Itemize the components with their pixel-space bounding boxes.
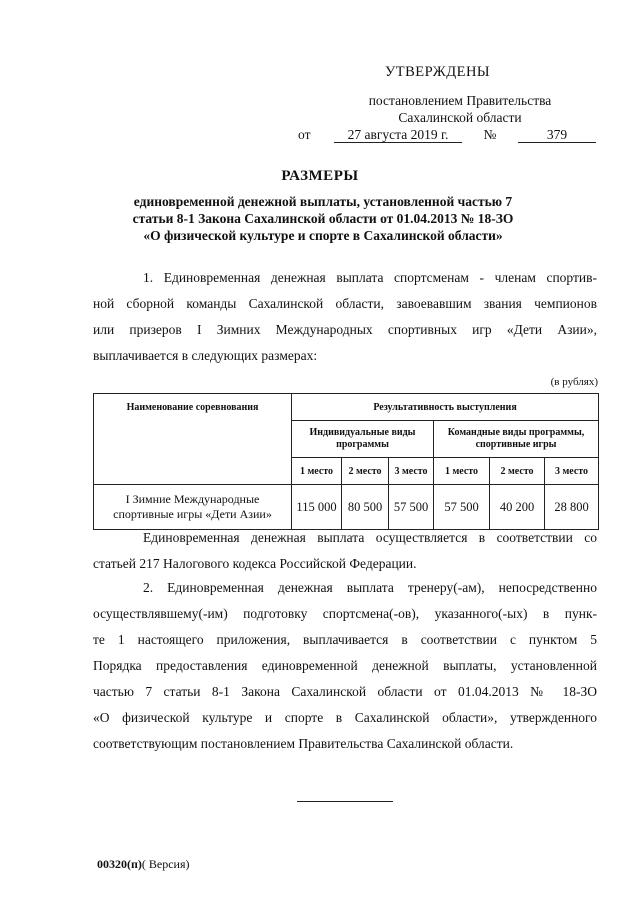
paragraph-line: Единовременная денежная выплата осуществляется в соответствии со bbox=[143, 530, 597, 545]
approved-by bbox=[330, 92, 590, 126]
document-version: ( Версия) bbox=[141, 857, 190, 871]
number-prefix: № bbox=[483, 127, 497, 142]
competition-name-cell: I Зимние Международные спортивные игры «Дети Азии» bbox=[94, 485, 292, 530]
document-title: РАЗМЕРЫ bbox=[281, 168, 359, 184]
table-unit-note: (в рублях) bbox=[550, 376, 598, 388]
paragraph-line: выплачивается в следующих размерах: bbox=[93, 348, 318, 363]
place-header: 2 место bbox=[342, 458, 389, 485]
paragraph-2 bbox=[93, 575, 597, 757]
approved-by-line1: постановлением Правительства bbox=[368, 93, 552, 108]
document-footer bbox=[97, 857, 190, 872]
paragraph-line: те 1 настоящего приложения, выплачивается в соответствии с пунктом 5 bbox=[93, 632, 597, 647]
paragraph-tax bbox=[93, 525, 597, 577]
subtitle-line3: «О физической культуре и спорте в Сахалинской области» bbox=[143, 228, 503, 243]
end-separator bbox=[297, 801, 393, 802]
paragraph-1 bbox=[93, 265, 597, 369]
approved-heading: УТВЕРЖДЕНЫ bbox=[385, 64, 491, 80]
resolution-number: 379 bbox=[518, 127, 596, 143]
paragraph-line: «О физической культуре и спорте в Сахалинской области», утвержденного bbox=[93, 710, 597, 725]
amount-cell: 57 500 bbox=[434, 485, 490, 530]
subtitle-line1: единовременной денежной выплаты, установленной частью 7 bbox=[133, 194, 513, 209]
approved-by-line2: Сахалинской области bbox=[398, 110, 522, 125]
group-header-team: Командные виды программы, спортивные игры bbox=[434, 421, 599, 458]
amount-cell: 115 000 bbox=[292, 485, 342, 530]
amount-cell: 28 800 bbox=[545, 485, 599, 530]
place-header: 3 место bbox=[389, 458, 434, 485]
paragraph-line: частью 7 статьи 8-1 Закона Сахалинской области от 01.04.2013 № 18-ЗО bbox=[93, 684, 597, 699]
paragraph-line: осуществлявшему(-им) подготовку спортсмена(-ов), указанного(-ых) в пунк- bbox=[93, 606, 597, 621]
paragraph-line: или призеров I Зимних Международных спортивных игр «Дети Азии», bbox=[93, 322, 597, 337]
group-header-individual: Индивидуальные виды программы bbox=[292, 421, 434, 458]
date-prefix: от bbox=[298, 127, 311, 142]
paragraph-line: 1. Единовременная денежная выплата спортсменам - членам спортив- bbox=[143, 270, 597, 285]
paragraph-line: статьей 217 Налогового кодекса Российской Федерации. bbox=[93, 556, 417, 571]
column-header-competition: Наименование соревнования bbox=[94, 394, 292, 485]
amount-cell: 57 500 bbox=[389, 485, 434, 530]
document-code: 00320(п) bbox=[97, 857, 142, 871]
payments-table bbox=[93, 393, 599, 530]
paragraph-line: 2. Единовременная денежная выплата тренеру(-ам), непосредственно bbox=[143, 580, 597, 595]
place-header: 3 место bbox=[545, 458, 599, 485]
place-header: 2 место bbox=[490, 458, 545, 485]
paragraph-line: ной сборной команды Сахалинской области, завоевавшим звания чемпионов bbox=[93, 296, 597, 311]
column-header-results: Результативность выступления bbox=[292, 394, 599, 421]
place-header: 1 место bbox=[434, 458, 490, 485]
paragraph-line: Порядка предоставления единовременной денежной выплаты, установленной bbox=[93, 658, 597, 673]
paragraph-line: соответствующим постановлением Правительства Сахалинской области. bbox=[93, 736, 514, 751]
document-subtitle bbox=[100, 193, 546, 244]
table-row bbox=[94, 485, 599, 530]
amount-cell: 80 500 bbox=[342, 485, 389, 530]
subtitle-line2: статьи 8-1 Закона Сахалинской области от 01.04.2013 № 18-ЗО bbox=[132, 211, 514, 226]
amount-cell: 40 200 bbox=[490, 485, 545, 530]
resolution-date: 27 августа 2019 г. bbox=[334, 127, 462, 143]
resolution-date-row bbox=[298, 127, 596, 143]
place-header: 1 место bbox=[292, 458, 342, 485]
